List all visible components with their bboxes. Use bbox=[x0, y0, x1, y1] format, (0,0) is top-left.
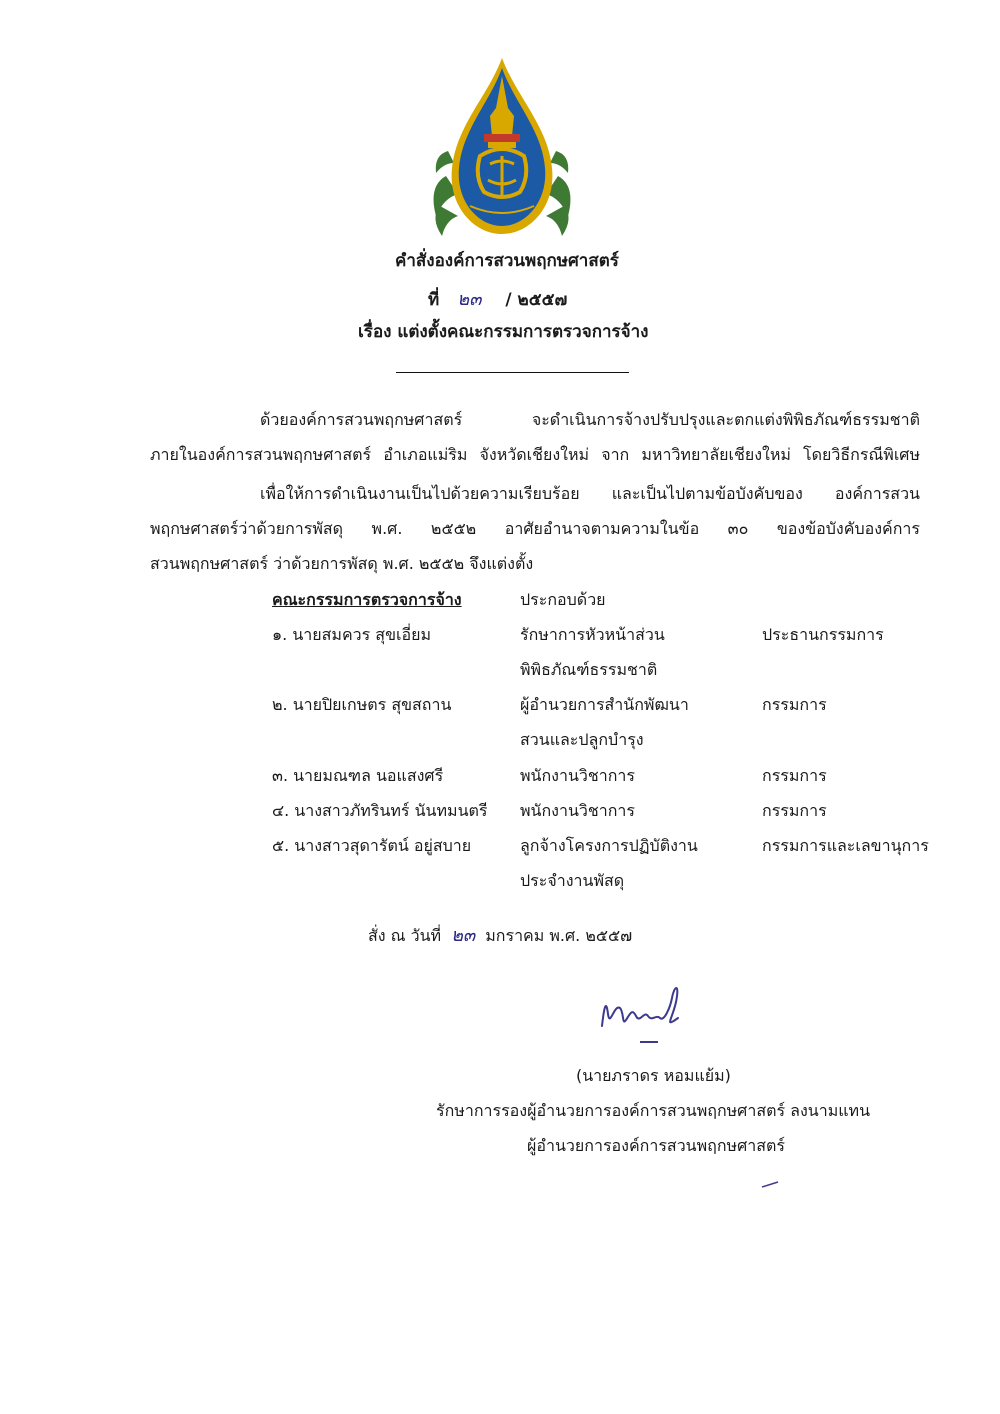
order-number-handwritten: ๒๓ bbox=[457, 289, 482, 310]
committee-consists-of: ประกอบด้วย bbox=[520, 590, 606, 609]
paragraph-2-line-2: พฤกษศาสตร์ว่าด้วยการพัสดุ พ.ศ. ๒๕๕๒ อาศัยอำนาจตามความในข้อ ๓๐ ของข้อบังคับองค์การ bbox=[150, 519, 920, 538]
member-position: พนักงานวิชาการ bbox=[520, 766, 635, 785]
member-role: กรรมการ bbox=[762, 695, 827, 714]
member-name: ๕. นางสาวสุดารัตน์ อยู่สบาย bbox=[272, 836, 472, 855]
member-position: ลูกจ้างโครงการปฏิบัติงาน bbox=[520, 836, 698, 855]
member-name: ๓. นายมณฑล นอแสงศรี bbox=[272, 766, 444, 785]
date-day-handwritten: ๒๓ bbox=[451, 925, 476, 946]
document-title: คำสั่งองค์การสวนพฤกษศาสตร์ bbox=[395, 251, 619, 271]
organization-logo bbox=[418, 56, 586, 246]
committee-heading: คณะกรรมการตรวจการจ้าง bbox=[272, 590, 462, 609]
paragraph-1-line-2: ภายในองค์การสวนพฤกษศาสตร์ อำเภอแม่ริม จังหวัดเชียงใหม่ จาก มหาวิทยาลัยเชียงใหม่ โดยวิธีกรณีพิเศษ bbox=[150, 445, 920, 464]
document-subject: เรื่อง แต่งตั้งคณะกรรมการตรวจการจ้าง bbox=[358, 322, 649, 342]
member-name: ๔. นางสาวภัทรินทร์ นันทมนตรี bbox=[272, 801, 488, 820]
header-divider bbox=[396, 372, 629, 373]
signer-title-line-1: รักษาการรองผู้อำนวยการองค์การสวนพฤกษศาสตร์ ลงนามแทน bbox=[436, 1101, 871, 1120]
order-number-prefix: ที่ bbox=[428, 290, 440, 310]
member-role: กรรมการและเลขานุการ bbox=[762, 836, 929, 855]
member-position-cont: สวนและปลูกบำรุง bbox=[520, 730, 644, 749]
ink-mark bbox=[760, 1178, 782, 1190]
signer-title-line-2: ผู้อำนวยการองค์การสวนพฤกษศาสตร์ bbox=[527, 1136, 785, 1155]
paragraph-1-line-1: ด้วยองค์การสวนพฤกษศาสตร์ จะดำเนินการจ้างปรับปรุงและตกแต่งพิพิธภัณฑ์ธรรมชาติ bbox=[260, 410, 920, 429]
member-position-cont: ประจำงานพัสดุ bbox=[520, 871, 625, 890]
member-position: รักษาการหัวหน้าส่วน bbox=[520, 625, 665, 644]
order-number bbox=[428, 284, 1000, 313]
paragraph-2-line-3: สวนพฤกษศาสตร์ ว่าด้วยการพัสดุ พ.ศ. ๒๕๕๒ จึงแต่งตั้ง bbox=[150, 554, 534, 573]
member-name: ๑. นายสมควร สุขเอี่ยม bbox=[272, 625, 432, 644]
member-role: ประธานกรรมการ bbox=[762, 625, 884, 644]
order-date bbox=[368, 920, 632, 949]
paragraph-2-line-1: เพื่อให้การดำเนินงานเป็นไปด้วยความเรียบร้อย และเป็นไปตามข้อบังคับของ องค์การสวน bbox=[260, 484, 920, 503]
member-role: กรรมการ bbox=[762, 801, 827, 820]
date-prefix: สั่ง ณ วันที่ bbox=[368, 926, 442, 945]
date-rest: มกราคม พ.ศ. ๒๕๕๗ bbox=[485, 926, 633, 945]
signer-name: (นายภราดร หอมแย้ม) bbox=[576, 1066, 731, 1085]
order-number-suffix: / ๒๕๕๗ bbox=[505, 290, 568, 310]
member-position: พนักงานวิชาการ bbox=[520, 801, 635, 820]
member-name: ๒. นายปิยเกษตร สุขสถาน bbox=[272, 695, 452, 714]
member-role: กรรมการ bbox=[762, 766, 827, 785]
member-position: ผู้อำนวยการสำนักพัฒนา bbox=[520, 695, 689, 714]
member-position-cont: พิพิธภัณฑ์ธรรมชาติ bbox=[520, 660, 658, 679]
handwritten-signature bbox=[592, 968, 712, 1048]
